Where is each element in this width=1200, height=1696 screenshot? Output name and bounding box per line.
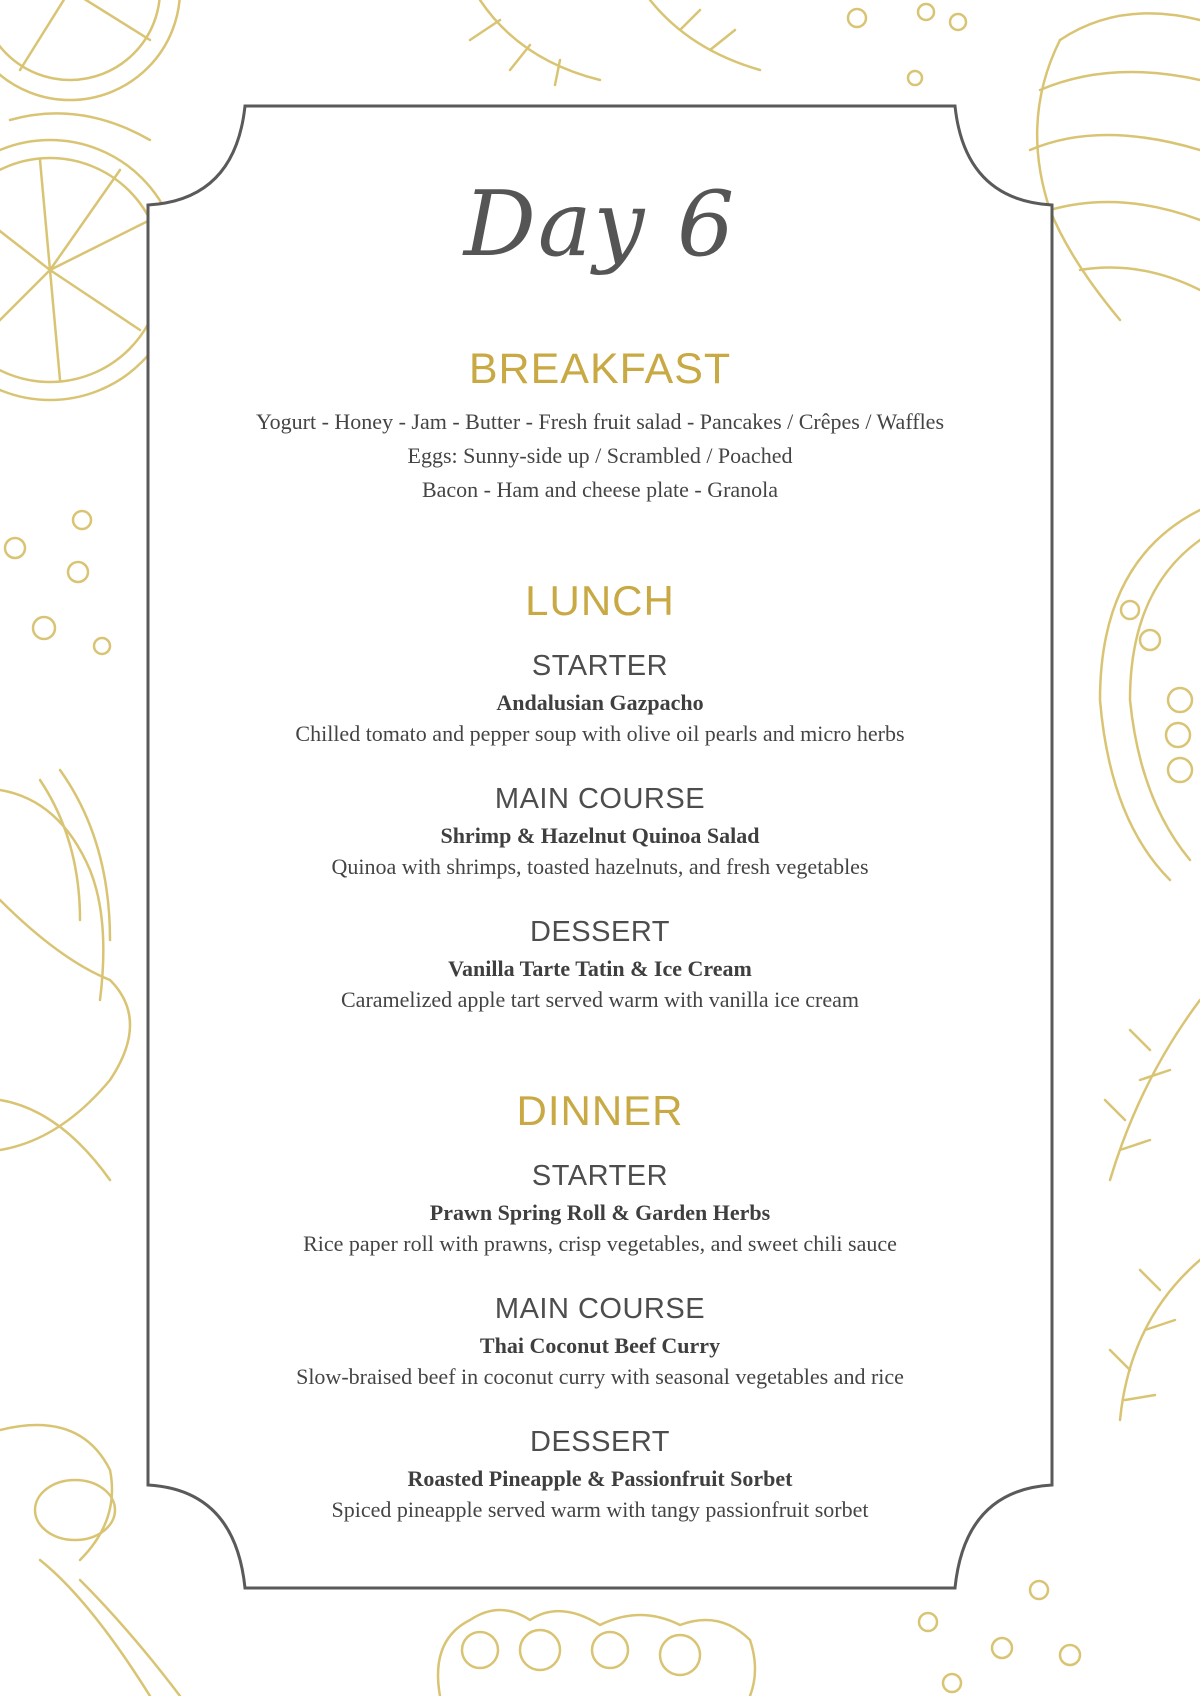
course-label: MAIN COURSE bbox=[494, 783, 706, 815]
dinner-section bbox=[150, 1086, 1050, 1136]
dish-description: Chilled tomato and pepper soup with olive oil pearls and micro herbs bbox=[295, 721, 905, 746]
breakfast-heading: BREAKFAST bbox=[468, 345, 732, 393]
dinner-starter bbox=[150, 1158, 1050, 1260]
dinner-heading: DINNER bbox=[516, 1087, 684, 1134]
dish-description: Rice paper roll with prawns, crisp vegetables, and sweet chili sauce bbox=[303, 1231, 897, 1256]
dish-name: Prawn Spring Roll & Garden Herbs bbox=[429, 1200, 771, 1225]
menu-content bbox=[150, 100, 1050, 1590]
breakfast-line: Eggs: Sunny-side up / Scrambled / Poached bbox=[407, 443, 793, 468]
dinner-dessert bbox=[150, 1424, 1050, 1526]
dish-description: Spiced pineapple served warm with tangy passionfruit sorbet bbox=[331, 1497, 869, 1522]
lunch-section bbox=[150, 576, 1050, 626]
dish-name: Vanilla Tarte Tatin & Ice Cream bbox=[448, 956, 752, 981]
lunch-starter bbox=[150, 648, 1050, 750]
course-label: DESSERT bbox=[530, 916, 670, 948]
breakfast-section bbox=[150, 344, 1050, 507]
dish-name: Thai Coconut Beef Curry bbox=[479, 1333, 721, 1358]
dish-description: Quinoa with shrimps, toasted hazelnuts, and fresh vegetables bbox=[331, 854, 869, 879]
dinner-main-course bbox=[150, 1291, 1050, 1393]
lunch-dessert bbox=[150, 914, 1050, 1016]
day-title: Day 6 bbox=[463, 172, 737, 277]
course-label: MAIN COURSE bbox=[494, 1293, 706, 1325]
dish-description: Slow-braised beef in coconut curry with seasonal vegetables and rice bbox=[296, 1364, 904, 1389]
dish-name: Roasted Pineapple & Passionfruit Sorbet bbox=[407, 1466, 793, 1491]
dish-name: Andalusian Gazpacho bbox=[496, 690, 704, 715]
dish-description: Caramelized apple tart served warm with vanilla ice cream bbox=[341, 987, 859, 1012]
breakfast-line: Bacon - Ham and cheese plate - Granola bbox=[421, 477, 779, 502]
course-label: STARTER bbox=[531, 650, 669, 682]
lunch-heading: LUNCH bbox=[525, 577, 675, 624]
course-label: STARTER bbox=[531, 1160, 669, 1192]
course-label: DESSERT bbox=[530, 1426, 670, 1458]
lunch-main-course bbox=[150, 781, 1050, 883]
dish-name: Shrimp & Hazelnut Quinoa Salad bbox=[440, 823, 760, 848]
breakfast-line: Yogurt - Honey - Jam - Butter - Fresh fruit salad - Pancakes / Crêpes / Waffles bbox=[255, 409, 945, 434]
